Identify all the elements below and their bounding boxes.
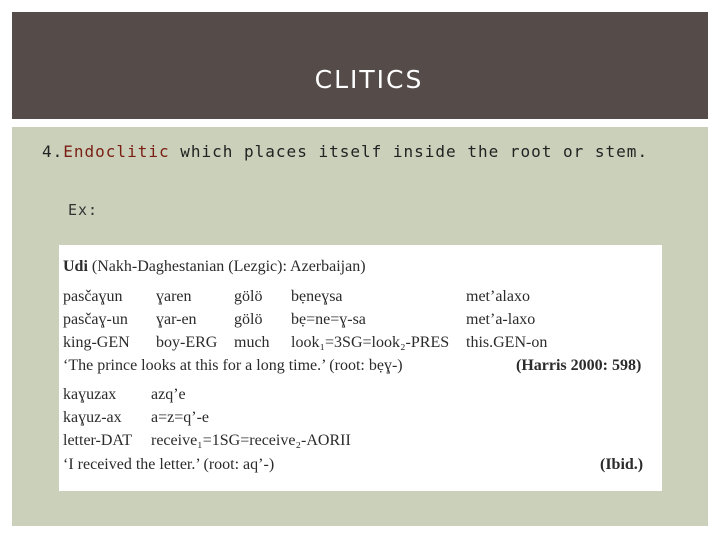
- b2-l2-w1: kaɣuz-ax: [63, 409, 122, 426]
- b2-l1-w1: kaɣuzax: [63, 386, 117, 403]
- b1-l1-w4: bẹneɣsa: [291, 288, 343, 305]
- slide-content: [12, 127, 708, 526]
- b2-l1-w2: azq’e: [151, 386, 186, 403]
- b1-l1-w3: gölö: [234, 288, 263, 305]
- example-image: [59, 245, 662, 491]
- b1-gloss-w3: much: [234, 334, 270, 351]
- bullet-point: [42, 141, 648, 163]
- b2-source: (Ibid.): [600, 456, 644, 473]
- language-info: (Nakh-Daghestanian (Lezgic): Azerbaijan): [87, 258, 366, 275]
- point-number: 4.: [42, 142, 64, 161]
- b1-source: (Harris 2000: 598): [516, 357, 642, 374]
- b2-translation: ‘I received the letter.’ (root: aq’-): [63, 456, 275, 473]
- language-name: Udi: [63, 258, 88, 275]
- b1-l2-w3: gölö: [234, 311, 263, 328]
- example-heading: [63, 257, 366, 277]
- b1-l1-w2: ɣaren: [156, 288, 192, 305]
- b1-l1-w5: met’alaxo: [466, 288, 530, 305]
- b1-l2-w4: bẹ=ne=ɣ-sa: [291, 311, 366, 328]
- b1-gloss-w4: look₁=3SG=look₂-PRES: [291, 334, 450, 351]
- point-text: which places itself inside the root or stem.: [169, 142, 649, 161]
- b2-gloss-w2: receive₁=1SG=receive₂-AORII: [151, 432, 351, 449]
- b1-l2-w2: ɣar-en: [156, 311, 197, 328]
- b1-gloss-w1: king-GEN: [63, 334, 130, 351]
- b2-gloss-w1: letter-DAT: [63, 432, 132, 449]
- example-label: Ex:: [68, 201, 99, 219]
- point-term: Endoclitic: [63, 142, 170, 161]
- b1-gloss-w2: boy-ERG: [156, 334, 218, 351]
- slide-header: [12, 12, 708, 119]
- b1-l1-w1: pasčaɣun: [63, 288, 123, 305]
- b1-gloss-w5: this.GEN-on: [466, 334, 548, 351]
- b1-translation: ‘The prince looks at this for a long time.’ (root: bẹɣ-): [63, 357, 403, 374]
- slide-title: CLITICS: [314, 65, 424, 94]
- b1-l2-w5: met’a-laxo: [466, 311, 536, 328]
- b1-l2-w1: pasčaɣ-un: [63, 311, 128, 328]
- b2-l2-w2: a=z=q’-e: [151, 409, 210, 426]
